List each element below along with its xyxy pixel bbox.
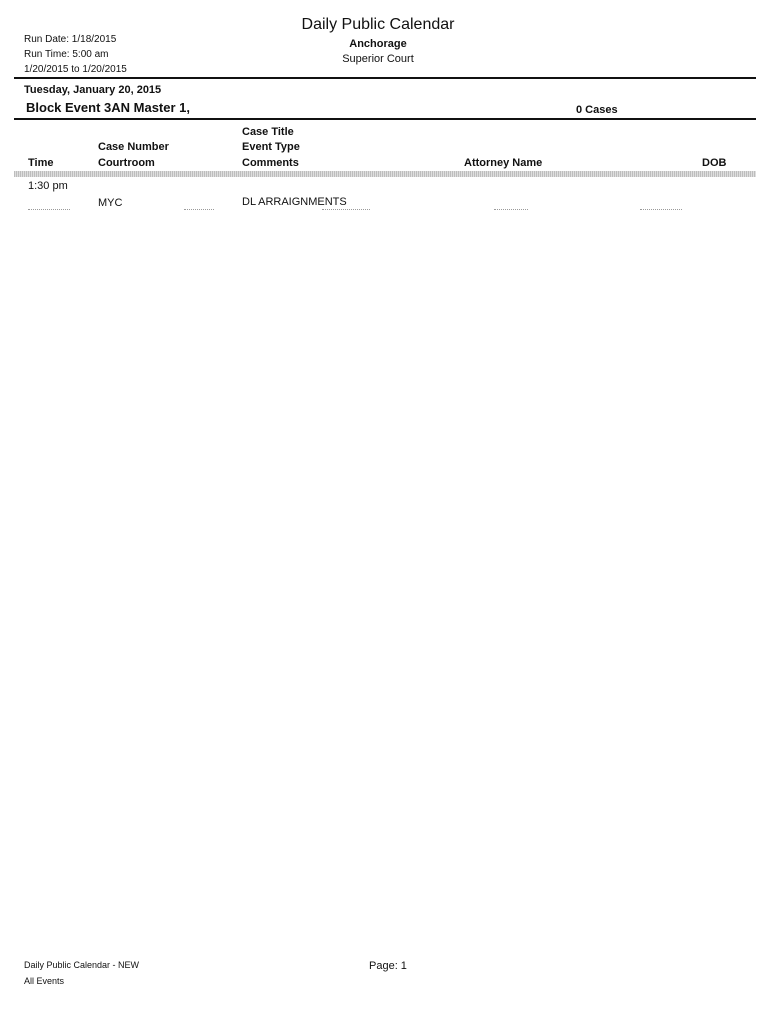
row-dotted-field [640, 209, 682, 212]
col-case-title: Case Title [242, 126, 294, 138]
report-court: Superior Court [342, 53, 414, 65]
col-courtroom: Courtroom [98, 157, 155, 169]
date-range: 1/20/2015 to 1/20/2015 [24, 64, 127, 75]
footer-report-name: Daily Public Calendar - NEW [24, 960, 140, 970]
col-comments: Comments [242, 157, 299, 169]
col-case-number: Case Number [98, 141, 169, 153]
row-dotted-field [28, 209, 70, 212]
col-attorney-name: Attorney Name [464, 157, 543, 169]
col-time: Time [28, 157, 54, 169]
run-date: Run Date: 1/18/2015 [24, 34, 117, 45]
page-number: Page: 1 [369, 960, 407, 972]
report-location: Anchorage [349, 38, 407, 50]
header-shade-bar [14, 171, 756, 177]
run-time: Run Time: 5:00 am [24, 49, 109, 60]
row-courtroom: MYC [98, 197, 123, 209]
row-time: 1:30 pm [28, 180, 68, 192]
report-title: Daily Public Calendar [301, 16, 455, 33]
row-dotted-field [184, 209, 214, 212]
col-event-type: Event Type [242, 141, 300, 153]
case-count: 0 Cases [576, 104, 618, 116]
section-date: Tuesday, January 20, 2015 [24, 84, 162, 96]
section-divider [14, 118, 756, 120]
row-dotted-field [494, 209, 528, 212]
row-dotted-field [322, 209, 370, 212]
block-event-title: Block Event 3AN Master 1, [26, 100, 191, 115]
row-event-type: DL ARRAIGNMENTS [242, 196, 347, 208]
header-divider [14, 77, 756, 79]
footer-filter: All Events [24, 976, 65, 986]
col-dob: DOB [702, 157, 727, 169]
